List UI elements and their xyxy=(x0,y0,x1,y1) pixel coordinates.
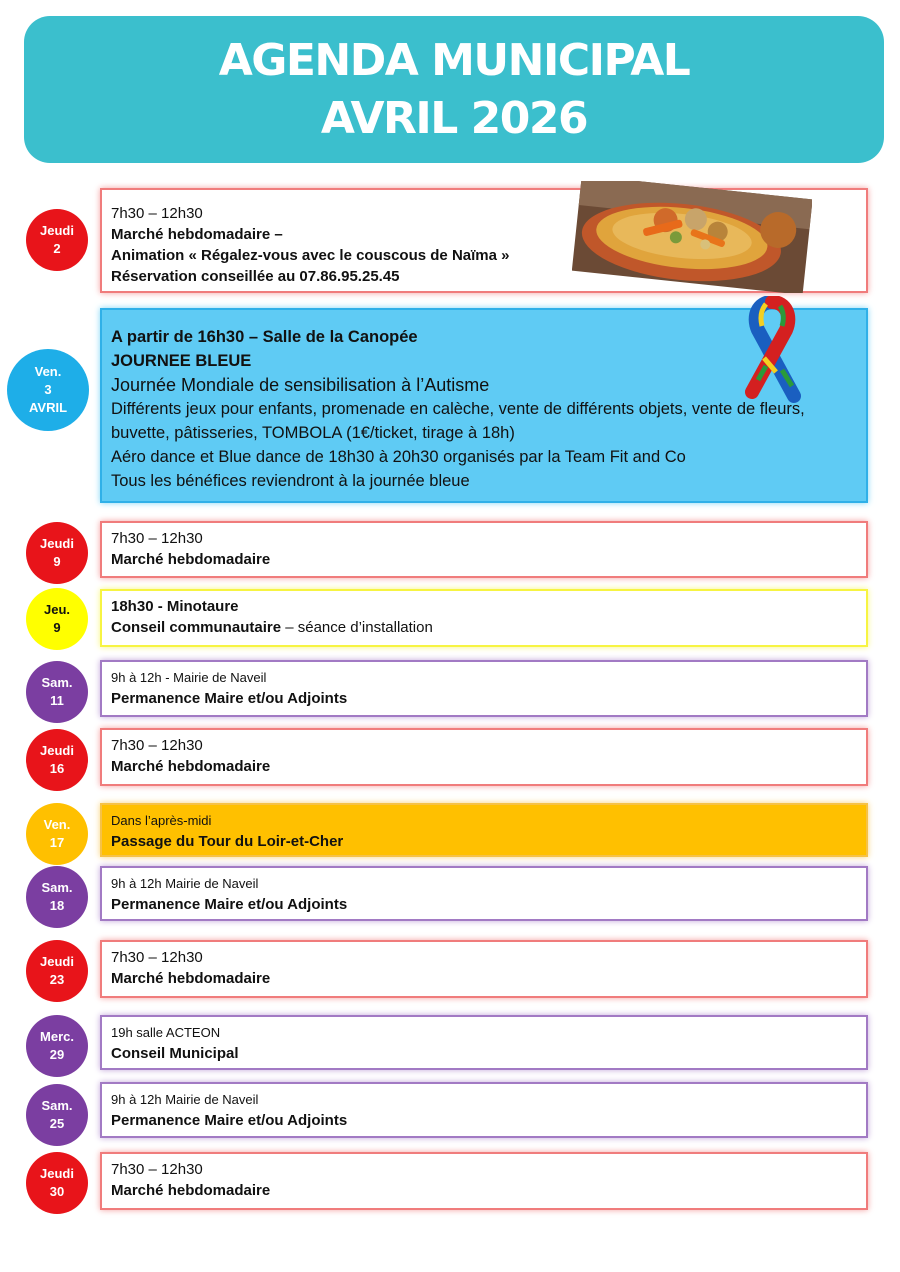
event-subtitle: Journée Mondiale de sensibilisation à l’Autisme xyxy=(111,375,490,395)
event-card xyxy=(100,1015,868,1070)
badge-day: Jeudi xyxy=(40,1166,74,1181)
agenda-header xyxy=(24,16,884,163)
event-title: Permanence Maire et/ou Adjoints xyxy=(111,1112,348,1129)
date-badge xyxy=(26,1084,88,1146)
event-card xyxy=(100,866,868,921)
event-time: A partir de 16h30 – Salle de la Canopée xyxy=(111,328,418,346)
event-card xyxy=(100,940,868,998)
event-time: 19h salle ACTEON xyxy=(111,1025,221,1040)
event-card xyxy=(100,1082,868,1138)
date-badge xyxy=(26,1015,88,1077)
badge-date: 25 xyxy=(49,1116,65,1131)
badge-day: Jeudi xyxy=(40,743,74,758)
title-line-1: AGENDA MUNICIPAL xyxy=(218,34,690,86)
event-time: 7h30 – 12h30 xyxy=(111,737,203,754)
date-badge xyxy=(26,940,88,1002)
badge-day: Ven. xyxy=(43,817,71,832)
badge-date: 11 xyxy=(50,693,64,708)
title-line-2: AVRIL 2026 xyxy=(320,92,588,144)
badge-day: Sam. xyxy=(41,675,73,690)
badge-date: 29 xyxy=(49,1047,65,1062)
badge-date: 17 xyxy=(49,835,65,850)
event-title: JOURNEE BLEUE xyxy=(111,352,252,370)
event-time: 9h à 12h Mairie de Naveil xyxy=(111,876,259,891)
event-time: 9h à 12h - Mairie de Naveil xyxy=(111,670,267,685)
event-title: Conseil Municipal xyxy=(111,1045,239,1062)
badge-date: 2 xyxy=(53,241,61,256)
badge-date: 9 xyxy=(53,554,61,569)
event-title: Passage du Tour du Loir-et-Cher xyxy=(111,833,344,850)
event-time: 9h à 12h Mairie de Naveil xyxy=(111,1092,259,1107)
event-card xyxy=(100,660,868,717)
event-title: Marché hebdomadaire xyxy=(111,970,271,987)
event-title-suffix: – séance d’installation xyxy=(281,619,433,636)
badge-date: 9 xyxy=(53,620,61,635)
date-badge xyxy=(26,522,88,584)
event-title: Permanence Maire et/ou Adjoints xyxy=(111,690,348,707)
event-card xyxy=(100,728,868,786)
badge-month: AVRIL xyxy=(28,400,68,415)
event-time: Dans l’après-midi xyxy=(111,813,212,828)
autism-awareness-ribbon xyxy=(736,296,816,406)
date-badge xyxy=(26,209,88,271)
badge-date: 16 xyxy=(49,761,65,776)
date-badge xyxy=(26,866,88,928)
badge-date: 18 xyxy=(49,898,65,913)
event-card xyxy=(100,1152,868,1210)
badge-day: Sam. xyxy=(41,880,73,895)
event-time: 7h30 – 12h30 xyxy=(111,1161,203,1178)
badge-day: Ven. xyxy=(34,364,62,379)
date-badge xyxy=(26,729,88,791)
event-description: Tous les bénéfices reviendront à la journée bleue xyxy=(111,472,470,490)
event-title: Marché hebdomadaire xyxy=(111,1182,271,1199)
event-card xyxy=(100,521,868,578)
event-title: Marché hebdomadaire xyxy=(111,551,271,568)
event-time: 7h30 – 12h30 xyxy=(111,205,203,222)
event-title: Marché hebdomadaire – xyxy=(111,226,283,243)
event-title: Permanence Maire et/ou Adjoints xyxy=(111,896,348,913)
date-badge xyxy=(7,349,89,431)
badge-day: Jeudi xyxy=(40,954,74,969)
event-card xyxy=(100,803,868,857)
event-subtitle: Animation « Régalez-vous avec le couscous de Naïma » xyxy=(111,247,510,264)
event-title: Marché hebdomadaire xyxy=(111,758,271,775)
badge-date: 3 xyxy=(44,382,52,397)
badge-date: 23 xyxy=(49,972,65,987)
event-description: Différents jeux pour enfants, promenade en calèche, vente de différents objets, vente de fleurs, buvette, pâtisseries, TOMBOLA (1€/ticket, tirage à 18h) xyxy=(111,400,805,442)
badge-day: Jeudi xyxy=(40,223,74,238)
badge-day: Jeu. xyxy=(43,602,70,617)
event-description: Aéro dance et Blue dance de 18h30 à 20h30 organisés par la Team Fit and Co xyxy=(111,448,686,466)
date-badge xyxy=(26,1152,88,1214)
couscous-dish-photo xyxy=(572,181,812,293)
date-badge xyxy=(26,661,88,723)
event-time: 18h30 - Minotaure xyxy=(111,598,239,615)
event-time: 7h30 – 12h30 xyxy=(111,530,203,547)
event-title: Conseil communautaire xyxy=(111,619,282,636)
badge-day: Sam. xyxy=(41,1098,73,1113)
badge-day: Merc. xyxy=(40,1029,74,1044)
date-badge xyxy=(26,803,88,865)
event-note: Réservation conseillée au 07.86.95.25.45 xyxy=(111,268,400,285)
badge-day: Jeudi xyxy=(40,536,74,551)
event-time: 7h30 – 12h30 xyxy=(111,949,203,966)
event-card xyxy=(100,589,868,647)
badge-date: 30 xyxy=(49,1184,65,1199)
date-badge xyxy=(26,588,88,650)
